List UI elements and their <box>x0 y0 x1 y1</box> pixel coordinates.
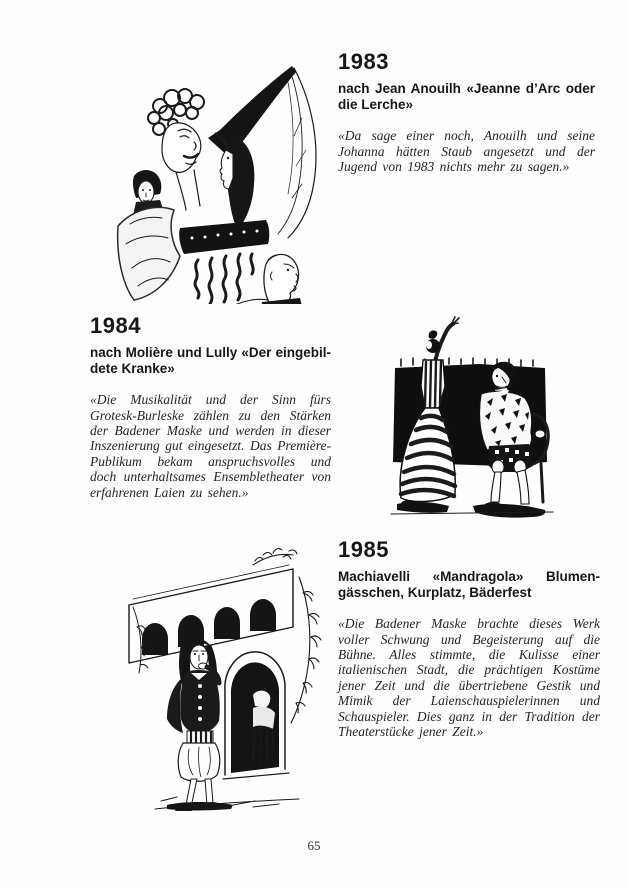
striped-dress-scene-drawing <box>383 314 563 520</box>
title-line: gässchen, Kurplatz, Bäderfest <box>338 585 532 601</box>
illustration-1983 <box>88 58 330 304</box>
year-heading-1984: 1984 <box>90 313 141 338</box>
title-line: Machiavelli «Mandragola» Blumen- <box>338 569 600 585</box>
production-title-1983 <box>338 81 595 113</box>
section-1984-text <box>90 314 331 500</box>
theatre-figures-drawing <box>88 58 330 304</box>
title-line: nach Jean Anouilh «Jeanne d’Arc oder <box>338 81 595 97</box>
illustration-1985 <box>103 543 331 811</box>
section-1985-text <box>338 538 600 739</box>
page-number: 65 <box>307 838 321 853</box>
illustration-1984 <box>383 314 563 520</box>
italian-street-scene-drawing <box>103 543 331 811</box>
year-heading-1983: 1983 <box>338 49 389 74</box>
title-line: die Lerche» <box>338 97 414 113</box>
year-heading-1985: 1985 <box>338 537 389 562</box>
review-quote-1985: «Die Badener Maske brachte dieses Werk voller Schwung und Begeisterung auf die Bühne. Alles stimmte, die Kulisse einer italienischen Stadt, die prächtigen Kostüme jener Zeit und die übertriebene Gestik und Mimik der Laienschauspielerinnen und Schauspieler. Dies ganz in der Tradition der Theaterstücke jener Zeit.» <box>338 616 600 740</box>
review-quote-1983: «Da sage einer noch, Anouilh und seine Johanna hätten Staub angesetzt und der Jugend von 1983 nichts mehr zu sagen.» <box>338 128 595 174</box>
section-1983-text <box>338 50 595 174</box>
review-quote-1984: «Die Musikalität und der Sinn fürs Grotesk-Burleske zählen zu den Stärken der Badener Maske und werden in dieser Inszenierung gut eingesetzt. Das Première-Publikum bekam anspruchsvolles und doch unterhaltsames Ensembletheater von erfahrenen Laien zu sehen.» <box>90 392 331 500</box>
production-title-1984 <box>90 345 331 377</box>
title-line: dete Kranke» <box>90 361 175 377</box>
title-line: nach Molière und Lully «Der eingebil- <box>90 345 331 361</box>
production-title-1985 <box>338 569 600 601</box>
